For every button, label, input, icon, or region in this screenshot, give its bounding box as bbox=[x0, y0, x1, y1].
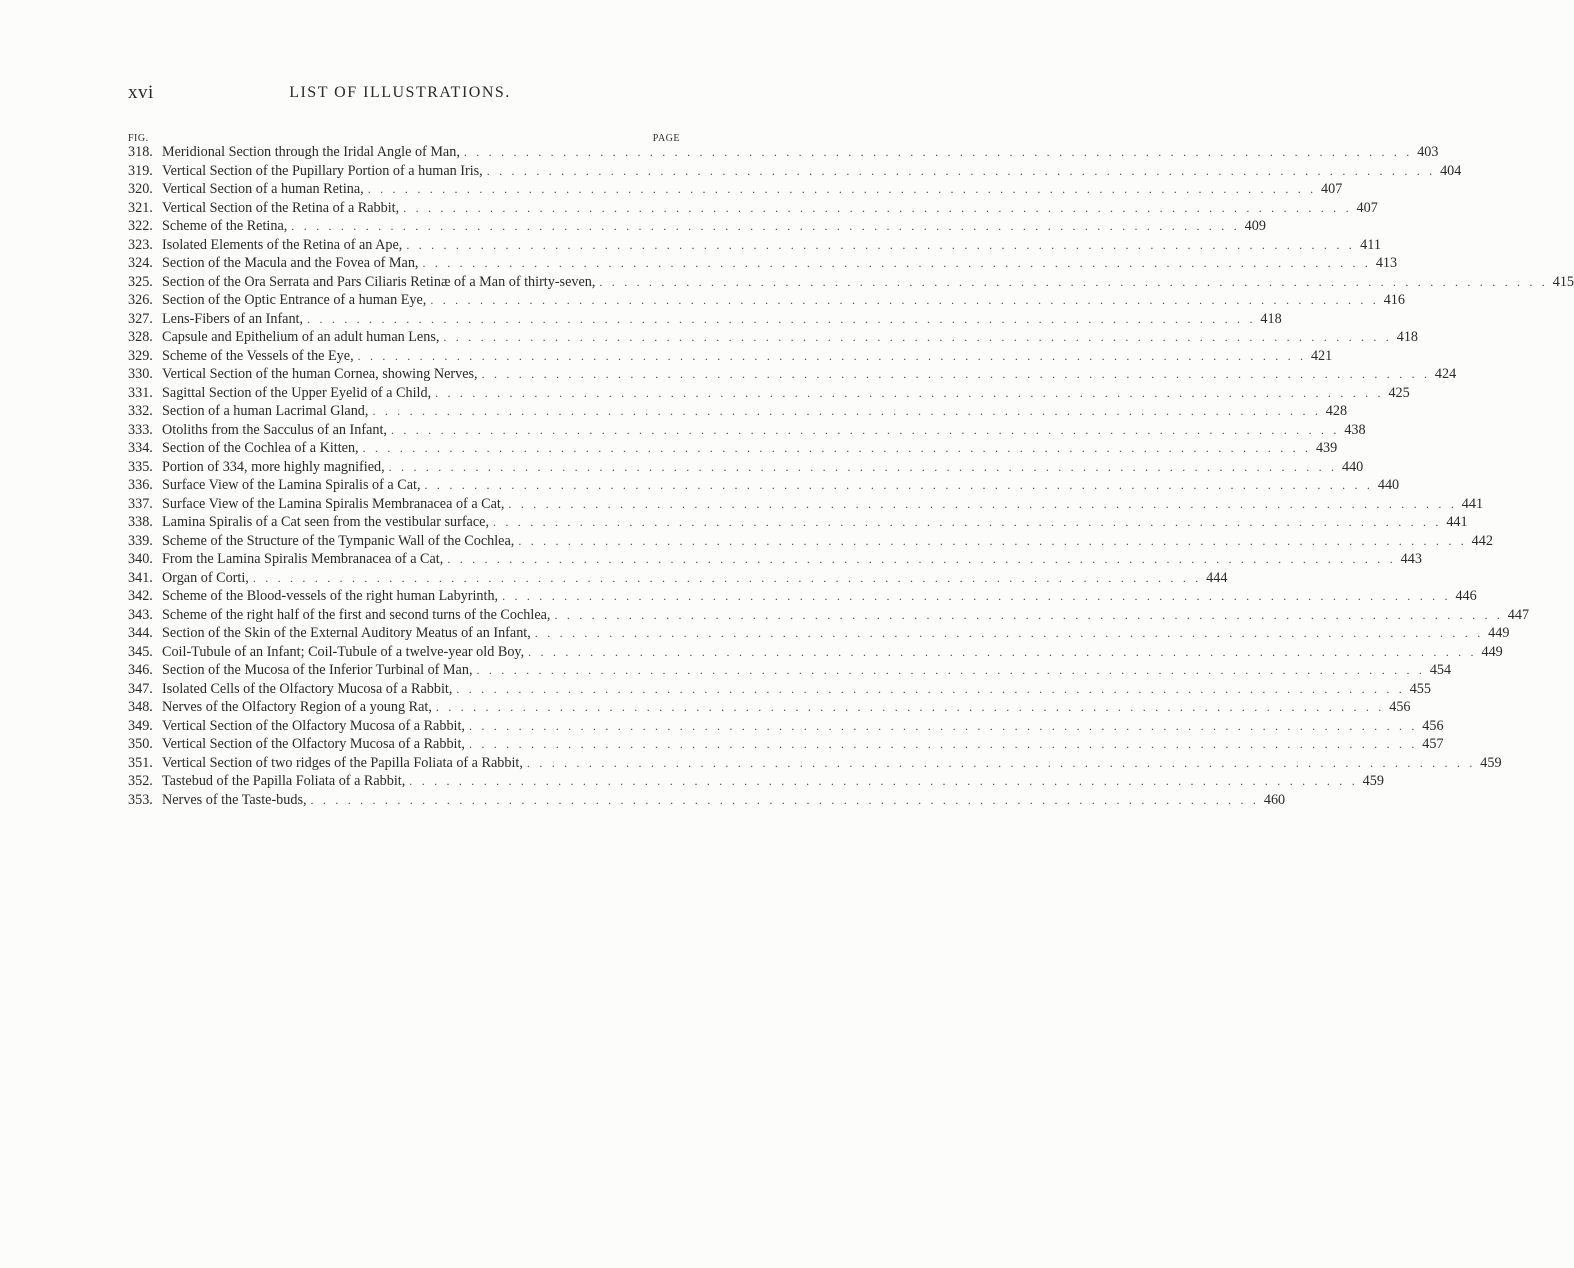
figure-title: Section of the Cochlea of a Kitten, bbox=[162, 440, 359, 456]
figure-number: 340. bbox=[128, 551, 153, 567]
list-item bbox=[128, 735, 1444, 754]
page-reference: 416 bbox=[1383, 292, 1405, 308]
page-reference: 459 bbox=[1480, 754, 1502, 771]
leader-dots: . . . . . . . . . . . . . . . . . . . . . . . . . . . . . . . . . . . . . . . . . . . . . . . . . . . . . . . . . . . . . . . . . . . . . . . . . . . . . bbox=[486, 163, 1436, 178]
figure-title: Scheme of the Retina, bbox=[162, 218, 288, 234]
list-item bbox=[128, 402, 1348, 421]
figure-number: 345. bbox=[128, 643, 153, 660]
figure-title: Vertical Section of the Olfactory Mucosa of a Rabbit, bbox=[162, 736, 465, 752]
list-item bbox=[128, 143, 1439, 162]
figure-title: Section of the Mucosa of the Inferior Turbinal of Man, bbox=[162, 662, 473, 678]
figure-number: 337. bbox=[128, 495, 153, 512]
figure-title: Lamina Spiralis of a Cat seen from the vestibular surface, bbox=[162, 514, 489, 530]
figure-title: Vertical Section of the Pupillary Portion of a human Iris, bbox=[162, 162, 483, 179]
page-reference: 440 bbox=[1377, 477, 1400, 493]
figure-number: 351. bbox=[128, 754, 153, 771]
list-item bbox=[128, 254, 1398, 273]
figure-title: Surface View of the Lamina Spiralis of a Cat, bbox=[162, 477, 421, 493]
fig-column-header: FIG. bbox=[128, 133, 149, 144]
list-item bbox=[128, 698, 1411, 717]
leader-dots: . . . . . . . . . . . . . . . . . . . . . . . . . . . . . . . . . . . . . . . . . . . . . . . . . . . . . . . . . . . . . . . . . . . . . . . . . . . . . bbox=[481, 367, 1431, 381]
list-item bbox=[128, 791, 1286, 810]
page-reference: 418 bbox=[1396, 329, 1418, 345]
figure-title: Nerves of the Olfactory Region of a young Rat, bbox=[162, 699, 432, 715]
figure-title: Section of the Optic Entrance of a human Eye, bbox=[162, 292, 427, 308]
illustrations-list bbox=[128, 143, 1574, 809]
leader-dots: . . . . . . . . . . . . . . . . . . . . . . . . . . . . . . . . . . . . . . . . . . . . . . . . . . . . . . . . . . . . . . . . . . . . . . . . . . . . . bbox=[518, 533, 1467, 548]
list-item bbox=[128, 310, 1282, 329]
list-item bbox=[128, 458, 1364, 477]
leader-dots: . . . . . . . . . . . . . . . . . . . . . . . . . . . . . . . . . . . . . . . . . . . . . . . . . . . . . . . . . . . . . . . . . . . . . . . . . . . . . bbox=[447, 552, 1396, 566]
page-reference: 441 bbox=[1446, 514, 1468, 530]
figure-number: 322. bbox=[128, 218, 153, 234]
list-item bbox=[128, 162, 1462, 181]
page-reference: 418 bbox=[1260, 310, 1282, 327]
list-item bbox=[128, 180, 1343, 199]
page-reference: 439 bbox=[1315, 440, 1338, 456]
figure-title: Vertical Section of the human Cornea, showing Nerves, bbox=[162, 366, 478, 382]
list-item bbox=[128, 291, 1405, 310]
figure-number: 323. bbox=[128, 236, 153, 253]
leader-dots: . . . . . . . . . . . . . . . . . . . . . . . . . . . . . . . . . . . . . . . . . . . . . . . . . . . . . . . . . . . . . . . . . . . . . . . . . . . . . bbox=[468, 718, 1418, 733]
list-item bbox=[128, 236, 1381, 255]
leader-dots: . . . . . . . . . . . . . . . . . . . . . . . . . . . . . . . . . . . . . . . . . . . . . . . . . . . . . . . . . . . . . . . . . . . . . . . . . . . . . bbox=[367, 182, 1317, 196]
figure-title: Vertical Section of two ridges of the Papilla Foliata of a Rabbit, bbox=[162, 754, 523, 771]
page-reference: 441 bbox=[1461, 495, 1484, 512]
figure-title: Section of the Skin of the External Auditory Meatus of an Infant, bbox=[162, 625, 531, 641]
figure-title: Scheme of the Vessels of the Eye, bbox=[162, 347, 354, 364]
list-item bbox=[128, 661, 1452, 680]
figure-title: Coil-Tubule of an Infant; Coil-Tubule of a twelve-year old Boy, bbox=[162, 643, 525, 660]
list-item bbox=[128, 421, 1366, 440]
list-item bbox=[128, 384, 1410, 403]
page-reference: 428 bbox=[1325, 403, 1348, 419]
figure-title: Tastebud of the Papilla Foliata of a Rabbit, bbox=[162, 773, 406, 789]
figure-title: Scheme of the right half of the first and second turns of the Cochlea, bbox=[162, 606, 551, 623]
leader-dots: . . . . . . . . . . . . . . . . . . . . . . . . . . . . . . . . . . . . . . . . . . . . . . . . . . . . . . . . . . . . . . . . . . . . . . . . . . . . . bbox=[390, 422, 1340, 437]
page-column-header: PAGE bbox=[652, 133, 680, 144]
figure-number: 327. bbox=[128, 310, 153, 327]
page-reference: 440 bbox=[1341, 458, 1364, 475]
leader-dots: . . . . . . . . . . . . . . . . . . . . . . . . . . . . . . . . . . . . . . . . . . . . . . . . . . . . . . . . . . . . . . . . . . . . . . . . . . . . . bbox=[422, 256, 1372, 270]
leader-dots: . . . . . . . . . . . . . . . . . . . . . . . . . . . . . . . . . . . . . . . . . . . . . . . . . . . . . . . . . . . . . . . . . . . . . . . . . . . . . bbox=[291, 219, 1240, 233]
leader-dots: . . . . . . . . . . . . . . . . . . . . . . . . . . . . . . . . . . . . . . . . . . . . . . . . . . . . . . . . . . . . . . . . . . . . . . . . . . . . . bbox=[409, 774, 1358, 788]
figure-title: Sagittal Section of the Upper Eyelid of a Child, bbox=[162, 384, 432, 401]
page-reference: 454 bbox=[1429, 662, 1452, 678]
figure-number: 331. bbox=[128, 384, 153, 401]
leader-dots: . . . . . . . . . . . . . . . . . . . . . . . . . . . . . . . . . . . . . . . . . . . . . . . . . . . . . . . . . . . . . . . . . . . . . . . . . . . . . bbox=[388, 459, 1338, 474]
leader-dots: . . . . . . . . . . . . . . . . . . . . . . . . . . . . . . . . . . . . . . . . . . . . . . . . . . . . . . . . . . . . . . . . . . . . . . . . . . . . . bbox=[435, 700, 1385, 714]
page-reference: 403 bbox=[1417, 144, 1439, 160]
figure-number: 339. bbox=[128, 532, 153, 549]
leader-dots: . . . . . . . . . . . . . . . . . . . . . . . . . . . . . . . . . . . . . . . . . . . . . . . . . . . . . . . . . . . . . . . . . . . . . . . . . . . . . bbox=[468, 737, 1418, 751]
figure-title: Section of the Macula and the Fovea of Man, bbox=[162, 255, 419, 271]
figure-title: From the Lamina Spiralis Membranacea of a Cat, bbox=[162, 551, 444, 567]
leader-dots: . . . . . . . . . . . . . . . . . . . . . . . . . . . . . . . . . . . . . . . . . . . . . . . . . . . . . . . . . . . . . . . . . . . . . . . . . . . . . bbox=[406, 237, 1355, 252]
figure-title: Nerves of the Taste-buds, bbox=[162, 791, 307, 808]
figure-number: 332. bbox=[128, 403, 153, 419]
page-reference: 459 bbox=[1362, 773, 1384, 789]
figure-number: 352. bbox=[128, 773, 153, 789]
list-item bbox=[128, 754, 1502, 773]
page-reference: 415 bbox=[1552, 273, 1574, 290]
figure-title: Isolated Cells of the Olfactory Mucosa of a Rabbit, bbox=[162, 680, 453, 697]
list-item bbox=[128, 772, 1384, 791]
page-reference: 449 bbox=[1488, 625, 1510, 641]
figure-number: 335. bbox=[128, 458, 153, 475]
page-reference: 409 bbox=[1244, 218, 1266, 234]
list-item bbox=[128, 532, 1493, 551]
list-item bbox=[128, 680, 1431, 699]
figure-number: 343. bbox=[128, 606, 153, 623]
figure-title: Scheme of the Structure of the Tympanic Wall of the Cochlea, bbox=[162, 532, 515, 549]
figure-title: Organ of Corti, bbox=[162, 569, 249, 586]
leader-dots: . . . . . . . . . . . . . . . . . . . . . . . . . . . . . . . . . . . . . . . . . . . . . . . . . . . . . . . . . . . . . . . . . . . . . . . . . . . . . bbox=[463, 145, 1413, 159]
list-item bbox=[128, 513, 1468, 532]
figure-number: 333. bbox=[128, 421, 153, 438]
figure-number: 336. bbox=[128, 477, 153, 493]
figure-number: 338. bbox=[128, 514, 153, 530]
figure-number: 321. bbox=[128, 199, 153, 216]
figure-title: Otoliths from the Sacculus of an Infant, bbox=[162, 421, 387, 438]
page-reference: 443 bbox=[1400, 551, 1422, 567]
leader-dots: . . . . . . . . . . . . . . . . . . . . . . . . . . . . . . . . . . . . . . . . . . . . . . . . . . . . . . . . . . . . . . . . . . . . . . . . . . . . . bbox=[435, 385, 1384, 400]
figure-number: 342. bbox=[128, 588, 153, 604]
page-reference: 447 bbox=[1507, 606, 1530, 623]
figure-number: 353. bbox=[128, 791, 153, 808]
page-reference: 407 bbox=[1321, 181, 1343, 197]
leader-dots: . . . . . . . . . . . . . . . . . . . . . . . . . . . . . . . . . . . . . . . . . . . . . . . . . . . . . . . . . . . . . . . . . . . . . . . . . . . . . bbox=[526, 755, 1476, 770]
page-reference: 460 bbox=[1263, 791, 1286, 808]
figure-number: 347. bbox=[128, 680, 153, 697]
figure-number: 324. bbox=[128, 255, 153, 271]
leader-dots: . . . . . . . . . . . . . . . . . . . . . . . . . . . . . . . . . . . . . . . . . . . . . . . . . . . . . . . . . . . . . . . . . . . . . . . . . . . . . bbox=[310, 792, 1260, 807]
list-item bbox=[128, 624, 1510, 643]
figure-number: 319. bbox=[128, 162, 153, 179]
leader-dots: . . . . . . . . . . . . . . . . . . . . . . . . . . . . . . . . . . . . . . . . . . . . . . . . . . . . . . . . . . . . . . . . . . . . . . . . . . . . . bbox=[372, 404, 1322, 418]
page-reference: 456 bbox=[1389, 699, 1411, 715]
figure-number: 326. bbox=[128, 292, 153, 308]
page-reference: 421 bbox=[1310, 347, 1333, 364]
figure-title: Section of the Ora Serrata and Pars Ciliaris Retinæ of a Man of thirty-seven, bbox=[162, 273, 596, 290]
figure-number: 329. bbox=[128, 347, 153, 364]
page-reference: 411 bbox=[1360, 236, 1381, 253]
list-item bbox=[128, 365, 1457, 384]
list-item bbox=[128, 495, 1484, 514]
page-reference: 446 bbox=[1455, 588, 1477, 604]
figure-title: Isolated Elements of the Retina of an Ape, bbox=[162, 236, 403, 253]
page-number: xvi bbox=[128, 82, 154, 103]
leader-dots: . . . . . . . . . . . . . . . . . . . . . . . . . . . . . . . . . . . . . . . . . . . . . . . . . . . . . . . . . . . . . . . . . . . . . . . . . . . . . bbox=[307, 311, 1256, 326]
leader-dots: . . . . . . . . . . . . . . . . . . . . . . . . . . . . . . . . . . . . . . . . . . . . . . . . . . . . . . . . . . . . . . . . . . . . . . . . . . . . . bbox=[403, 200, 1352, 215]
page-reference: 456 bbox=[1422, 717, 1444, 734]
list-item bbox=[128, 328, 1418, 347]
figure-number: 330. bbox=[128, 366, 153, 382]
page-reference: 413 bbox=[1375, 255, 1398, 271]
figure-title: Capsule and Epithelium of an adult human Lens, bbox=[162, 329, 440, 345]
leader-dots: . . . . . . . . . . . . . . . . . . . . . . . . . . . . . . . . . . . . . . . . . . . . . . . . . . . . . . . . . . . . . . . . . . . . . . . . . . . . . bbox=[430, 293, 1379, 307]
list-item bbox=[128, 606, 1530, 625]
page-reference: 438 bbox=[1344, 421, 1366, 438]
page-reference: 449 bbox=[1481, 643, 1503, 660]
page-reference: 455 bbox=[1409, 680, 1431, 697]
figure-title: Vertical Section of the Olfactory Mucosa of a Rabbit, bbox=[162, 717, 465, 734]
leader-dots: . . . . . . . . . . . . . . . . . . . . . . . . . . . . . . . . . . . . . . . . . . . . . . . . . . . . . . . . . . . . . . . . . . . . . . . . . . . . . bbox=[493, 515, 1442, 529]
page-reference: 425 bbox=[1388, 384, 1410, 401]
page-reference: 457 bbox=[1422, 736, 1444, 752]
figure-number: 346. bbox=[128, 662, 153, 678]
list-item bbox=[128, 476, 1400, 495]
page-reference: 407 bbox=[1356, 199, 1378, 216]
list-item bbox=[128, 347, 1333, 366]
figure-title: Section of a human Lacrimal Gland, bbox=[162, 403, 369, 419]
leader-dots: . . . . . . . . . . . . . . . . . . . . . . . . . . . . . . . . . . . . . . . . . . . . . . . . . . . . . . . . . . . . . . . . . . . . . . . . . . . . . bbox=[554, 607, 1504, 622]
figure-number: 348. bbox=[128, 699, 153, 715]
leader-dots: . . . . . . . . . . . . . . . . . . . . . . . . . . . . . . . . . . . . . . . . . . . . . . . . . . . . . . . . . . . . . . . . . . . . . . . . . . . . . bbox=[476, 663, 1426, 677]
figure-title: Lens-Fibers of an Infant, bbox=[162, 310, 304, 327]
running-title: LIST OF ILLUSTRATIONS. bbox=[289, 84, 511, 101]
leader-dots: . . . . . . . . . . . . . . . . . . . . . . . . . . . . . . . . . . . . . . . . . . . . . . . . . . . . . . . . . . . . . . . . . . . . . . . . . . . . . bbox=[357, 348, 1307, 363]
figure-title: Meridional Section through the Iridal Angle of Man, bbox=[162, 144, 460, 160]
figure-number: 341. bbox=[128, 569, 153, 586]
figure-number: 344. bbox=[128, 625, 153, 641]
figure-number: 328. bbox=[128, 329, 153, 345]
figure-number: 334. bbox=[128, 440, 153, 456]
figure-title: Portion of 334, more highly magnified, bbox=[162, 458, 385, 475]
leader-dots: . . . . . . . . . . . . . . . . . . . . . . . . . . . . . . . . . . . . . . . . . . . . . . . . . . . . . . . . . . . . . . . . . . . . . . . . . . . . . bbox=[443, 330, 1392, 344]
leader-dots: . . . . . . . . . . . . . . . . . . . . . . . . . . . . . . . . . . . . . . . . . . . . . . . . . . . . . . . . . . . . . . . . . . . . . . . . . . . . . bbox=[534, 626, 1484, 640]
figure-number: 320. bbox=[128, 181, 153, 197]
page-reference: 404 bbox=[1440, 162, 1462, 179]
list-item bbox=[128, 199, 1378, 218]
figure-title: Vertical Section of a human Retina, bbox=[162, 181, 364, 197]
page-reference: 442 bbox=[1471, 532, 1493, 549]
list-item bbox=[128, 217, 1266, 236]
figure-number: 349. bbox=[128, 717, 153, 734]
figure-title: Scheme of the Blood-vessels of the right human Labyrinth, bbox=[162, 588, 499, 604]
figure-number: 325. bbox=[128, 273, 153, 290]
list-item bbox=[128, 569, 1228, 588]
figure-number: 350. bbox=[128, 736, 153, 752]
figure-title: Vertical Section of the Retina of a Rabbit, bbox=[162, 199, 400, 216]
leader-dots: . . . . . . . . . . . . . . . . . . . . . . . . . . . . . . . . . . . . . . . . . . . . . . . . . . . . . . . . . . . . . . . . . . . . . . . . . . . . . bbox=[508, 496, 1458, 511]
list-item bbox=[128, 643, 1503, 662]
leader-dots: . . . . . . . . . . . . . . . . . . . . . . . . . . . . . . . . . . . . . . . . . . . . . . . . . . . . . . . . . . . . . . . . . . . . . . . . . . . . . bbox=[424, 478, 1374, 492]
leader-dots: . . . . . . . . . . . . . . . . . . . . . . . . . . . . . . . . . . . . . . . . . . . . . . . . . . . . . . . . . . . . . . . . . . . . . . . . . . . . . bbox=[456, 681, 1405, 696]
leader-dots: . . . . . . . . . . . . . . . . . . . . . . . . . . . . . . . . . . . . . . . . . . . . . . . . . . . . . . . . . . . . . . . . . . . . . . . . . . . . . bbox=[252, 570, 1202, 585]
leader-dots: . . . . . . . . . . . . . . . . . . . . . . . . . . . . . . . . . . . . . . . . . . . . . . . . . . . . . . . . . . . . . . . . . . . . . . . . . . . . . bbox=[502, 589, 1451, 603]
leader-dots: . . . . . . . . . . . . . . . . . . . . . . . . . . . . . . . . . . . . . . . . . . . . . . . . . . . . . . . . . . . . . . . . . . . . . . . . . . . . . bbox=[599, 274, 1549, 289]
figure-number: 318. bbox=[128, 144, 153, 160]
page-reference: 444 bbox=[1206, 569, 1228, 586]
list-item bbox=[128, 550, 1422, 569]
list-item bbox=[128, 717, 1444, 736]
page-reference: 424 bbox=[1434, 366, 1457, 382]
list-item bbox=[128, 587, 1477, 606]
leader-dots: . . . . . . . . . . . . . . . . . . . . . . . . . . . . . . . . . . . . . . . . . . . . . . . . . . . . . . . . . . . . . . . . . . . . . . . . . . . . . bbox=[362, 441, 1312, 455]
list-item bbox=[128, 273, 1574, 292]
leader-dots: . . . . . . . . . . . . . . . . . . . . . . . . . . . . . . . . . . . . . . . . . . . . . . . . . . . . . . . . . . . . . . . . . . . . . . . . . . . . . bbox=[528, 644, 1477, 659]
figure-title: Surface View of the Lamina Spiralis Membranacea of a Cat, bbox=[162, 495, 505, 512]
page-header bbox=[0, 82, 800, 106]
list-item bbox=[128, 439, 1338, 458]
